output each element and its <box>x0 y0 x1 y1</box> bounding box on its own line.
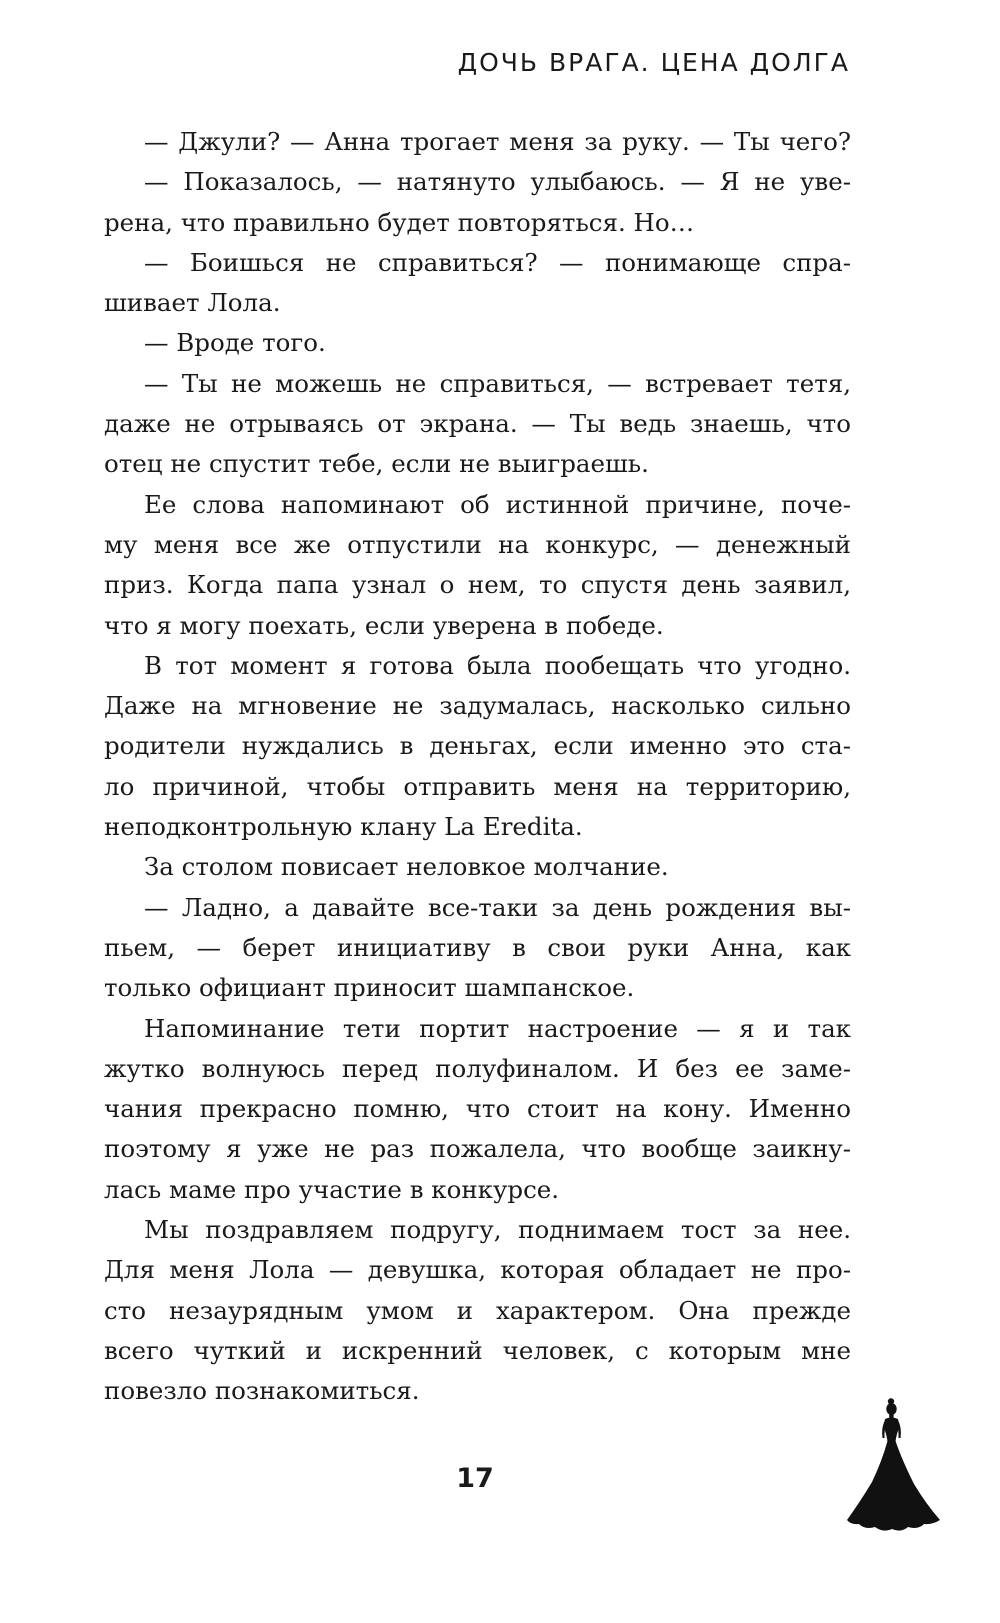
text-line: только официант приносит шампанское. <box>104 973 635 1003</box>
text-line: Даже на мгновение не задумалась, насколько сильно <box>104 691 851 721</box>
text-line: — Ладно, а давайте все-таки за день рождения вы- <box>144 892 851 922</box>
text-line: — Вроде того. <box>144 328 326 358</box>
text-line: Ее слова напоминают об истинной причине, поче- <box>144 489 851 519</box>
text-line: — Ты не можешь не справиться, — встревает тетя, <box>144 368 851 398</box>
text-line: пьем, — берет инициативу в свои руки Анна, как <box>104 932 851 962</box>
text-line: ло причиной, чтобы отправить меня на территорию, <box>104 771 851 801</box>
text-line: поэтому я уже не раз пожалела, что вообще заикну- <box>104 1134 851 1164</box>
lady-in-gown-silhouette-icon <box>846 1398 942 1534</box>
running-title: ДОЧЬ ВРАГА. ЦЕНА ДОЛГА <box>457 48 850 77</box>
text-line: — Джули? — Анна трогает меня за руку. — Ты чего? <box>144 127 851 156</box>
text-line: рена, что правильно будет повторяться. Но… <box>104 207 695 237</box>
text-line: родители нуждались в деньгах, если именно это ста- <box>104 731 851 761</box>
text-line: неподконтрольную клану La Eredita. <box>104 812 583 842</box>
text-line: сто незаурядным умом и характером. Она прежде <box>104 1295 851 1325</box>
text-line: даже не отрываясь от экрана. — Ты ведь знаешь, что <box>104 409 851 439</box>
page-number: 17 <box>456 1463 494 1494</box>
text-line: Для меня Лола — девушка, которая обладает не про- <box>104 1255 851 1285</box>
text-line: — Показалось, — натянуто улыбаюсь. — Я не уве- <box>144 167 851 197</box>
text-line: отец не спустит тебе, если не выиграешь. <box>104 449 649 479</box>
text-line: всего чуткий и искренний человек, с которым мне <box>104 1335 851 1365</box>
text-line: Мы поздравляем подругу, поднимаем тост за нее. <box>144 1215 851 1245</box>
text-line: Напоминание тети портит настроение — я и так <box>144 1013 851 1043</box>
text-line: что я могу поехать, если уверена в победе. <box>104 610 664 640</box>
text-line: В тот момент я готова была пообещать что угодно. <box>144 650 851 680</box>
text-line: му меня все же отпустили на конкурс, — денежный <box>104 529 851 559</box>
text-line: лась маме про участие в конкурсе. <box>104 1174 560 1204</box>
text-line: — Боишься не справиться? — понимающе спра- <box>144 247 851 277</box>
text-line: жутко волнуюсь перед полуфиналом. И без ее заме- <box>104 1053 851 1083</box>
text-line: шивает Лола. <box>104 288 281 318</box>
body-text <box>104 122 851 1412</box>
text-line: приз. Когда папа узнал о нем, то спустя день заявил, <box>104 570 851 600</box>
text-line: повезло познакомиться. <box>104 1376 420 1406</box>
text-line: чания прекрасно помню, что стоит на кону. Именно <box>104 1094 851 1124</box>
text-line: За столом повисает неловкое молчание. <box>144 852 669 882</box>
